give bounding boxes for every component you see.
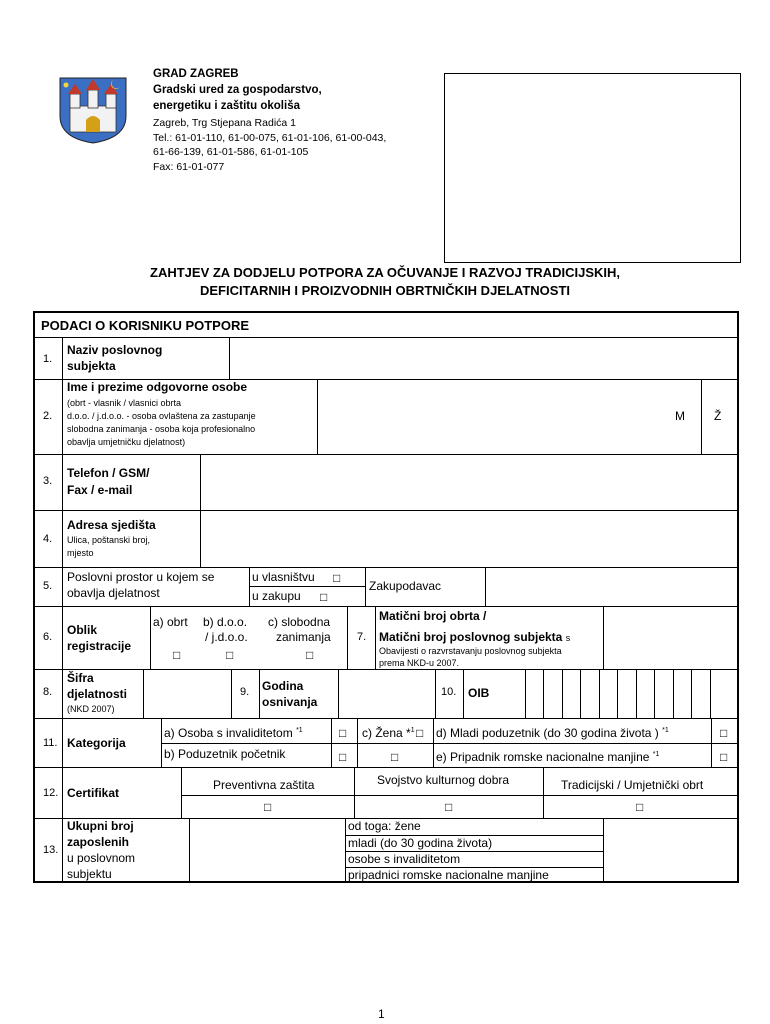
row-number: 13. <box>43 844 59 856</box>
employees-label-2: zaposlenih <box>67 835 130 849</box>
row-number: 1. <box>43 353 53 365</box>
category-startup-label: b) Poduzetnik početnik <box>164 747 286 761</box>
responsible-person-label: Ime i prezime odgovorne osobe <box>67 380 248 394</box>
employees-roma-label: pripadnici romske nacionalne manjine <box>348 868 549 882</box>
contact-label: Telefon / GSM/ <box>67 466 150 480</box>
contact-field[interactable] <box>202 456 735 508</box>
row-number: 5. <box>43 580 53 592</box>
photo-box[interactable] <box>444 73 741 263</box>
premises-owned-label: u vlasništvu <box>252 570 315 584</box>
founding-year-label: Godina <box>262 679 304 693</box>
premises-owned-checkbox[interactable]: □ <box>333 571 341 585</box>
cert-preventive-checkbox[interactable]: □ <box>264 800 272 814</box>
reg-freelance-checkbox[interactable]: □ <box>306 648 314 662</box>
activity-code-label: Šifra <box>67 671 94 685</box>
row-number: 2. <box>43 410 53 422</box>
employees-young-label: mladi (do 30 godina života) <box>348 836 493 850</box>
premises-leased-label: u zakupu <box>252 589 301 603</box>
premises-leased-checkbox[interactable]: □ <box>320 590 328 604</box>
row-number: 6. <box>43 631 53 643</box>
activity-code-label-2: djelatnosti <box>67 687 128 701</box>
gender-male-option[interactable]: M <box>675 409 685 423</box>
business-name-label-2: subjekta <box>67 359 116 373</box>
row-number: 4. <box>43 533 53 545</box>
category-startup-checkbox[interactable]: □ <box>339 750 347 764</box>
cert-cultural-label: Svojstvo kulturnog dobra <box>377 773 510 787</box>
form-title-line2: DEFICITARNIH I PROIZVODNIH OBRTNIČKIH DJELATNOSTI <box>199 283 571 298</box>
activity-code-note: (NKD 2007) <box>67 704 115 714</box>
city-name: GRAD ZAGREB <box>153 68 239 80</box>
reg-option-freelance-2: zanimanja <box>276 630 331 644</box>
employees-label: Ukupni broj <box>67 819 134 833</box>
row-number: 3. <box>43 475 53 487</box>
premises-label-2: obavlja djelatnost <box>67 586 160 600</box>
category-young-checkbox[interactable]: □ <box>720 726 728 740</box>
oib-label: OIB <box>468 686 490 700</box>
cert-traditional-checkbox[interactable]: □ <box>636 800 644 814</box>
registration-form-label-2: registracije <box>67 639 132 653</box>
form-title-line1: ZAHTJEV ZA DODJELU POTPORA ZA OČUVANJE I RAZVOJ TRADICIJSKIH, <box>150 265 620 280</box>
responsible-person-note: d.o.o. / j.d.o.o. - osoba ovlaštena za zastupanje <box>67 411 256 421</box>
section-header: PODACI O KORISNIKU POTPORE <box>41 318 250 333</box>
address-field[interactable] <box>202 512 735 565</box>
reg-option-llc: b) d.o.o. <box>203 615 248 629</box>
responsible-person-note: obavlja umjetničku djelatnost) <box>67 437 186 447</box>
category-label: Kategorija <box>67 736 126 750</box>
category-woman-checkbox[interactable]: □ <box>416 726 424 740</box>
cert-traditional-label: Tradicijski / Umjetnički obrt <box>561 778 704 792</box>
row-number: 7. <box>357 631 367 643</box>
founding-year-label-2: osnivanja <box>262 695 318 709</box>
employees-disabled-label: osobe s invaliditetom <box>348 852 461 866</box>
office-phone-line2: 61-66-139, 61-01-586, 61-01-105 <box>153 146 309 158</box>
zagreb-coat-of-arms-logo <box>58 76 128 144</box>
category-disability-checkbox[interactable]: □ <box>339 726 347 740</box>
office-fax: Fax: 61-01-077 <box>153 161 225 173</box>
founding-year-field[interactable] <box>340 671 433 716</box>
category-young-label: d) Mladi poduzetnik (do 30 godina života ) $^{*1}$ <box>436 726 669 740</box>
oib-field[interactable] <box>527 671 735 716</box>
employees-women-label: od toga: žene <box>348 819 421 833</box>
address-note: mjesto <box>67 548 94 558</box>
contact-label-2: Fax / e-mail <box>67 483 133 497</box>
category-woman-label: c) Žena *$^1$ <box>362 726 415 740</box>
employees-total-field[interactable] <box>191 820 343 879</box>
row-number: 9. <box>240 686 250 698</box>
registration-form-label: Oblik <box>67 623 98 637</box>
nkd-note-2: prema NKD-u 2007. <box>379 658 460 668</box>
category-woman-checkbox-2[interactable]: □ <box>391 750 399 764</box>
business-name-field[interactable] <box>231 339 735 377</box>
premises-label: Poslovni prostor u kojem se <box>67 570 215 584</box>
nkd-note: Obavijesti o razvrstavanju poslovnog subjekta <box>379 646 562 656</box>
reg-option-craft: a) obrt <box>153 615 188 629</box>
certificate-label: Certifikat <box>67 786 120 800</box>
cert-preventive-label: Preventivna zaštita <box>213 778 315 792</box>
landlord-label: Zakupodavac <box>369 579 442 593</box>
address-label: Adresa sjedišta <box>67 518 156 532</box>
category-roma-label: e) Pripadnik romske nacionalne manjine $^{*1}$ <box>436 750 660 764</box>
row-number: 10. <box>441 686 457 698</box>
employees-label-3: u poslovnom <box>67 851 136 865</box>
employees-label-4: subjektu <box>67 867 112 881</box>
landlord-field[interactable] <box>487 569 735 604</box>
office-name-line1: Gradski ured za gospodarstvo, <box>153 84 322 96</box>
row-number: 8. <box>43 686 53 698</box>
reg-llc-checkbox[interactable]: □ <box>226 648 234 662</box>
business-id-label: Matični broj poslovnog subjekta s <box>379 630 571 644</box>
category-disability-label: a) Osoba s invaliditetom $^{*1}$ <box>164 726 303 740</box>
gender-female-option[interactable]: Ž <box>714 409 722 423</box>
row-number: 11. <box>43 737 58 749</box>
office-address: Zagreb, Trg Stjepana Radića 1 <box>153 117 297 129</box>
business-name-label: Naziv poslovnog <box>67 343 163 357</box>
employees-breakdown-field[interactable] <box>605 820 735 879</box>
category-roma-checkbox[interactable]: □ <box>720 750 728 764</box>
registration-number-label: Matični broj obrta / <box>379 609 487 623</box>
responsible-person-note: slobodna zanimanja - osoba koja profesionalno <box>67 424 256 434</box>
office-phone-line1: Tel.: 61-01-110, 61-00-075, 61-01-106, 61-00-043, <box>153 132 387 144</box>
office-name-line2: energetiku i zaštitu okoliša <box>153 100 300 112</box>
cert-cultural-checkbox[interactable]: □ <box>445 800 453 814</box>
registration-number-field[interactable] <box>605 608 735 667</box>
reg-craft-checkbox[interactable]: □ <box>173 648 181 662</box>
page-number: 1 <box>378 1007 385 1021</box>
responsible-person-field[interactable] <box>319 381 699 452</box>
reg-option-llc-2: / j.d.o.o. <box>205 630 248 644</box>
address-note: Ulica, poštanski broj, <box>67 535 151 545</box>
reg-option-freelance: c) slobodna <box>268 615 331 629</box>
activity-code-field[interactable] <box>145 671 229 716</box>
row-number: 12. <box>43 787 59 799</box>
beneficiary-data-table <box>33 311 739 883</box>
responsible-person-note: (obrt - vlasnik / vlasnici obrta <box>67 398 182 408</box>
